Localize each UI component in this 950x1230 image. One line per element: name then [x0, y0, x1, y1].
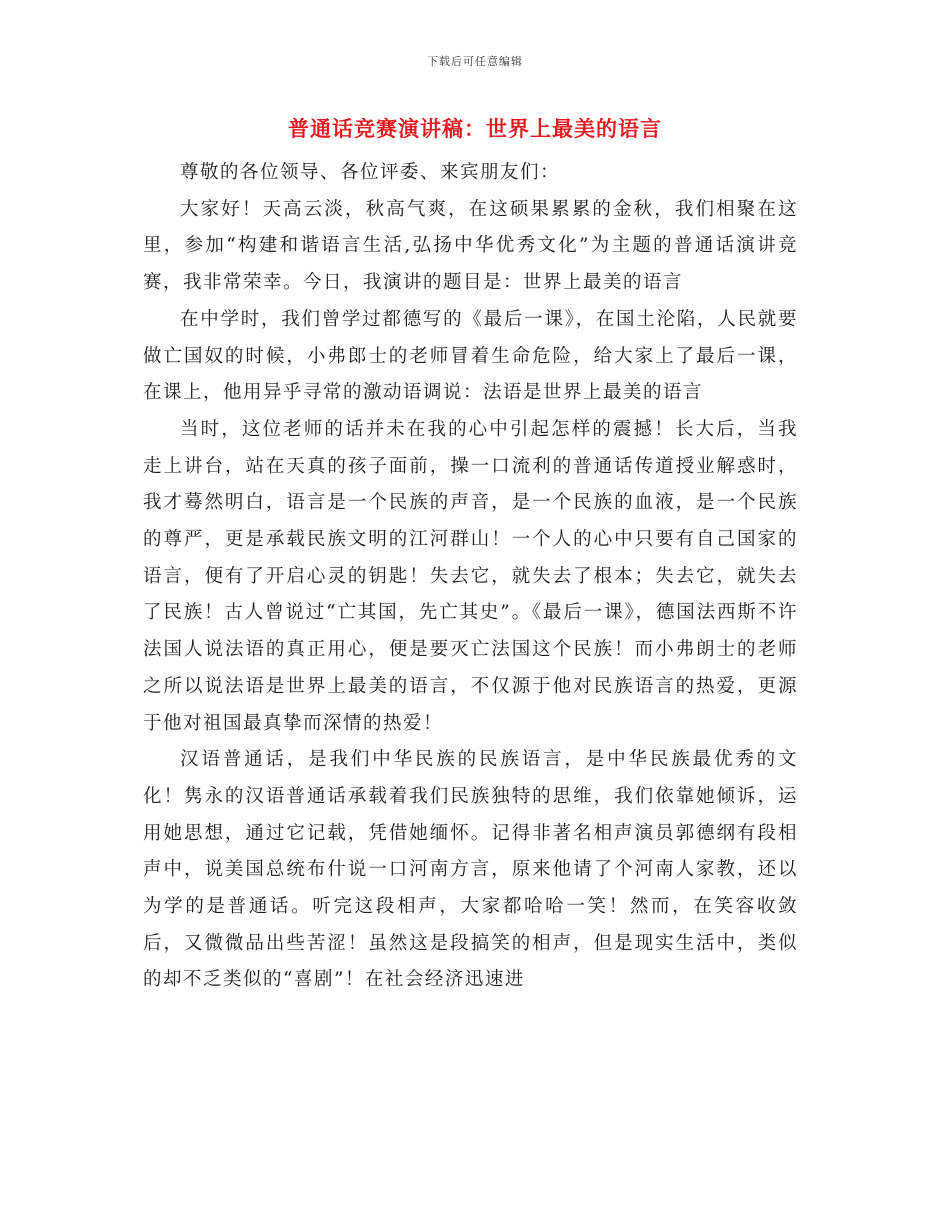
paragraph-mandarin: 汉语普通话，是我们中华民族的民族语言，是中华民族最优秀的文化！隽永的汉语普通话承载着我们民族独特的思维，我们依靠她倾诉，运用她思想，通过它记载，凭借她缅怀。记得非著名相声演员郭德纲有段相声中，说美国总统布什说一口河南方言，原来他请了个河南人家教，还以为学的是普通话。听完这段相声，大家都哈哈一笑！然而，在笑容收敛后，又微微品出些苦涩！虽然这是段搞笑的相声，但是现实生活中，类似的却不乏类似的“喜剧”！在社会经济迅速进 — [143, 749, 798, 991]
paragraph-last-lesson: 在中学时，我们曾学过都德写的《最后一课》，在国土沦陷，人民就要做亡国奴的时候，小弗郎士的老师冒着生命危险，给大家上了最后一课，在课上，他用异乎寻常的激动语调说：法语是世界上最美的语言 — [143, 308, 798, 404]
document-body — [143, 155, 798, 999]
document-title: 普通话竞赛演讲稿：世界上最美的语言 — [288, 116, 662, 141]
paragraph-salutation: 尊敬的各位领导、各位评委、来宾朋友们： — [180, 162, 561, 183]
paragraph-realization: 当时，这位老师的话并未在我的心中引起怎样的震撼！长大后，当我走上讲台，站在天真的孩子面前，操一口流利的普通话传道授业解惑时，我才蓦然明白，语言是一个民族的声音，是一个民族的血液，是一个民族的尊严，更是承载民族文明的江河群山！一个人的心中只要有自己国家的语言，便有了开启心灵的钥匙！失去它，就失去了根本；失去它，就失去了民族！古人曾说过“亡其国，先亡其史”。《最后一课》，德国法西斯不许法国人说法语的真正用心，便是要灭亡法国这个民族！而小弗朗士的老师之所以说法语是世界上最美的语言，不仅源于他对民族语言的热爱，更源于他对祖国最真挚而深情的热爱！ — [143, 418, 798, 734]
page-header-note: 下载后可任意编辑 — [427, 55, 523, 68]
paragraph-greeting: 大家好！天高云淡，秋高气爽，在这硕果累累的金秋，我们相聚在这里，参加“构建和谐语言生活,弘扬中华优秀文化”为主题的普通话演讲竞赛，我非常荣幸。今日，我演讲的题目是：世界上最美的语言 — [143, 198, 798, 294]
